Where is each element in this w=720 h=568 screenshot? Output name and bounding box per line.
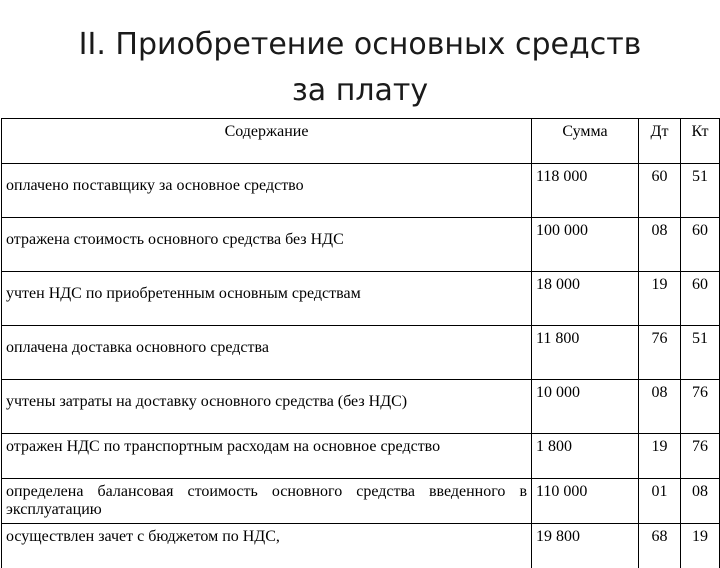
slide-title (0, 22, 720, 114)
row-debit: 08 (639, 380, 681, 434)
row-credit: 60 (681, 272, 720, 326)
row-credit: 08 (681, 479, 720, 524)
table-row (2, 434, 720, 479)
table-row (2, 479, 720, 524)
row-content: отражен НДС по транспортным расходам на основное средство (2, 434, 532, 479)
row-debit: 68 (639, 524, 681, 568)
row-credit: 76 (681, 434, 720, 479)
row-sum: 100 000 (532, 218, 639, 272)
table-row (2, 326, 720, 380)
table-row (2, 218, 720, 272)
row-debit: 08 (639, 218, 681, 272)
row-credit: 60 (681, 218, 720, 272)
header-credit: Кт (681, 119, 720, 164)
table-row (2, 272, 720, 326)
row-debit: 01 (639, 479, 681, 524)
row-sum: 10 000 (532, 380, 639, 434)
header-content: Содержание (2, 119, 532, 164)
table-row (2, 380, 720, 434)
row-sum: 11 800 (532, 326, 639, 380)
row-content: оплачено поставщику за основное средство (2, 164, 532, 218)
row-credit: 51 (681, 326, 720, 380)
row-content: учтены затраты на доставку основного средства (без НДС) (2, 380, 532, 434)
slide-title-line-2: за плату (0, 68, 720, 114)
row-sum: 1 800 (532, 434, 639, 479)
row-content: учтен НДС по приобретенным основным средствам (2, 272, 532, 326)
row-debit: 76 (639, 326, 681, 380)
row-content: отражена стоимость основного средства без НДС (2, 218, 532, 272)
row-credit: 76 (681, 380, 720, 434)
table-row (2, 164, 720, 218)
table-header-row (2, 119, 720, 164)
slide-title-line-1: II. Приобретение основных средств (0, 22, 720, 68)
row-sum: 19 800 (532, 524, 639, 568)
row-credit: 51 (681, 164, 720, 218)
table-row (2, 524, 720, 568)
row-content: определена балансовая стоимость основного средства введенного в эксплуатацию (2, 479, 532, 524)
row-content: осуществлен зачет с бюджетом по НДС, (2, 524, 532, 568)
row-sum: 18 000 (532, 272, 639, 326)
row-sum: 118 000 (532, 164, 639, 218)
row-content: оплачена доставка основного средства (2, 326, 532, 380)
row-credit: 19 (681, 524, 720, 568)
row-debit: 19 (639, 272, 681, 326)
accounting-entries-table (1, 118, 720, 568)
row-sum: 110 000 (532, 479, 639, 524)
header-debit: Дт (639, 119, 681, 164)
header-sum: Сумма (532, 119, 639, 164)
row-debit: 19 (639, 434, 681, 479)
row-debit: 60 (639, 164, 681, 218)
